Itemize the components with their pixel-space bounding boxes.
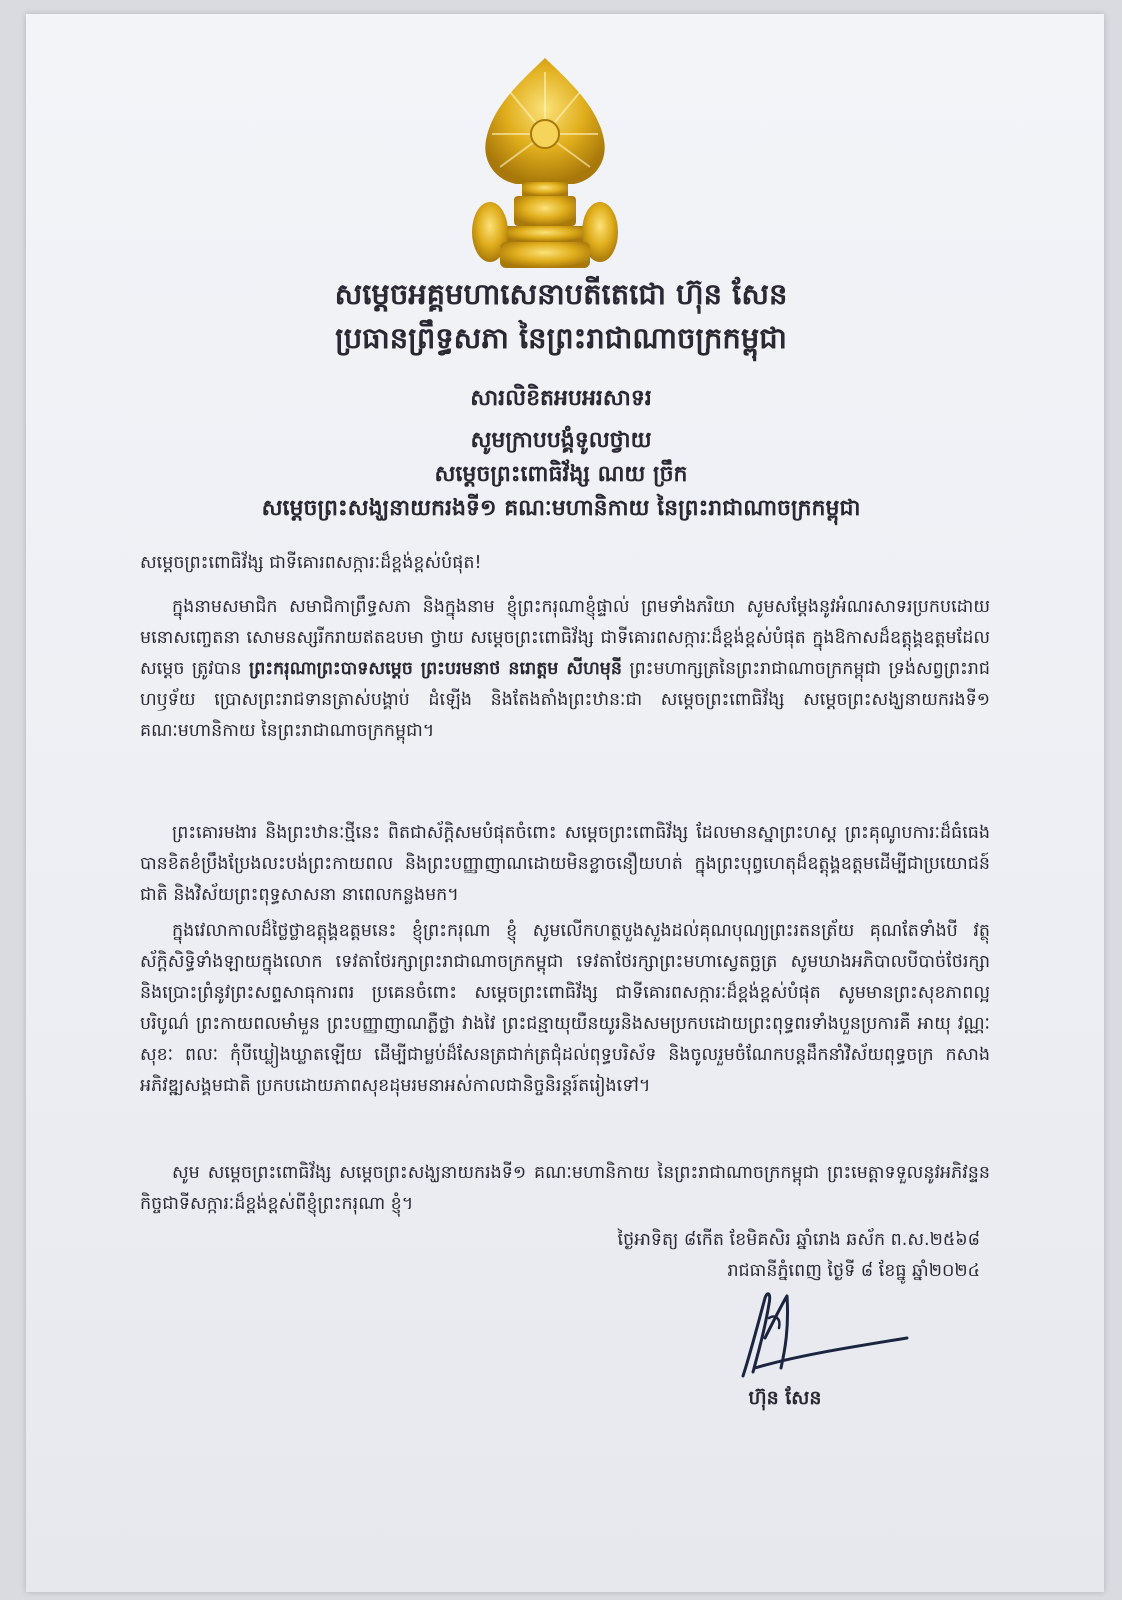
- paragraph-1-text-b: ព្រះមហាក្សត្រនៃព្រះរាជាណាចក្រកម្ពុជា ទ្រង់សព្វព្រះរាជហឫទ័យ ប្រោសព្រះរាជទានត្រាស់បង្គាប់ ដំឡើង និងតែងតាំងព្រះឋានៈជា សម្តេចព្រះពោធិវ័ង្ស សម្តេចព្រះសង្ឃនាយករងទី១ គណៈមហានិកាយ នៃព្រះរាជាណាចក្រកម្ពុជា។: [140, 659, 991, 741]
- signer-name: ហ៊ុន សែន: [748, 1387, 822, 1409]
- sender-title: [0, 272, 1122, 360]
- sender-name: សម្តេចអគ្គមហាសេនាបតីតេជោ ហ៊ុន សែន: [334, 277, 788, 311]
- paragraph-3: ក្នុងវេលាកាលដ៏ថ្លៃថ្លាឧត្តុង្គឧត្តមនេះ ខ្ញុំព្រះករុណា ខ្ញុំ សូមលើកហត្ថបួងសួងដល់គុណបុណ្យព្រះរតនត្រ័យ គុណតែទាំងបី វត្ថុស័ក្តិសិទ្ធិទាំងឡាយក្នុងលោក ទេវតាថែរក្សាព្រះរាជាណាចក្រកម្ពុជា ទេវតាថែរក្សាព្រះមហាស្វេតច្ឆត្រ សូមឃាងអភិបាលបីបាច់ថែរក្សា និងប្រោះព្រំនូវព្រះសព្ទសាធុការពរ ប្រគេនចំពោះ សម្តេចព្រះពោធិវ័ង្ស ជាទីគោរពសក្ការៈដ៏ខ្ពង់ខ្ពស់បំផុត សូមមានព្រះសុខភាពល្អបរិបូណ៌ ព្រះកាយពលមាំមួន ព្រះបញ្ញាញាណភ្លឺថ្លា វាងវៃ ព្រះជន្មាយុយឺនយូរនិងសមប្រកបដោយព្រះពុទ្ធពរទាំងបួនប្រការគឺ អាយុ វណ្ណៈ សុខៈ ពលៈ កុំបីឃ្លៀងឃ្លាតឡើយ ដើម្បីជាម្លប់ដ៏សែនត្រជាក់ត្រជុំដល់ពុទ្ធបរិស័ទ និងចូលរួមចំណែកបន្តដឹកនាំវិស័យពុទ្ធចក្រ កសាងអភិវឌ្ឍសង្គមជាតិ ប្រកបដោយភាពសុខដុមរមនាអស់កាលជានិច្ចនិរន្តរ៍តរៀងទៅ។: [140, 921, 990, 1096]
- paragraph-4: សូម សម្តេចព្រះពោធិវ័ង្ស សម្តេចព្រះសង្ឃនាយករងទី១ គណៈមហានិកាយ នៃព្រះរាជាណាចក្រកម្ពុជា ព្រះមេត្តាទទួលនូវអភិវន្ទនកិច្ចជាទីសក្ការៈដ៏ខ្ពង់ខ្ពស់ពីខ្ញុំព្រះករុណា ខ្ញុំ។: [140, 1163, 990, 1214]
- handwritten-signature: [735, 1288, 915, 1383]
- message-type: សារលិខិតអបអរសាទរ: [470, 386, 652, 411]
- date-solar: រាជធានីភ្នំពេញ ថ្ងៃទី ៨ ខែធ្នូ ឆ្នាំ២០២៤: [727, 1261, 980, 1281]
- paragraph-1: [140, 592, 990, 747]
- senate-emblem-icon: [470, 52, 620, 274]
- date-lunar: ថ្ងៃអាទិត្យ ៨កើត ខែមិគសិរ ឆ្នាំរោង ឆស័ក ព.ស.២៥៦៨: [617, 1230, 980, 1250]
- addressee-title: សម្តេចព្រះសង្ឃនាយករងទី១ គណៈមហានិកាយ នៃព្រះរាជាណាចក្រកម្ពុជា: [261, 496, 861, 521]
- king-name: ព្រះករុណាព្រះបាទសម្តេច ព្រះបរមនាថ នរោត្តម សីហមុនី: [249, 659, 622, 679]
- salutation: សម្តេចព្រះពោធិវ័ង្ស ជាទីគោរពសក្ការៈដ៏ខ្ពង់ខ្ពស់បំផុត!: [140, 553, 482, 573]
- addressee-name: សម្តេចព្រះពោធិវ័ង្ស ណយ ច្រឹក: [434, 462, 688, 487]
- sender-position: ប្រធានព្រឹទ្ធសភា នៃព្រះរាជាណាចក្រកម្ពុជា: [335, 321, 787, 355]
- paragraph-1-text-a: ក្នុងនាមសមាជិក សមាជិកាព្រឹទ្ធសភា និងក្នុងនាម ខ្ញុំព្រះករុណាខ្ញុំផ្ទាល់ ព្រមទាំងភរិយា សូមសម្តែងនូវអំណរសាទរប្រកបដោយមនោសញ្ចេតនា សោមនស្សរីករាយឥតឧបមា ថ្វាយ សម្តេចព្រះពោធិវ័ង្ស ជាទីគោរពសក្ការៈដ៏ខ្ពង់ខ្ពស់បំផុត ក្នុងឱកាសដ៏ឧត្តុង្គឧត្តមដែល សម្តេច ត្រូវបាន: [140, 597, 990, 679]
- paragraph-2: ព្រះគោរមងារ និងព្រះឋានៈថ្មីនេះ ពិតជាស័ក្តិសមបំផុតចំពោះ សម្តេចព្រះពោធិវ័ង្ស ដែលមានស្នាព្រះហស្ត ព្រះគុណូបការៈដ៏ធំធេង បានខិតខំប្រឹងប្រែងលះបង់ព្រះកាយពល និងព្រះបញ្ញាញាណដោយមិនខ្លាចនឿយហត់ ក្នុងព្រះបុព្វហេតុដ៏ឧត្តុង្គឧត្តមដើម្បីជាប្រយោជន៍ជាតិ និងវិស័យព្រះពុទ្ធសាសនា នាពេលកន្លងមក។: [140, 823, 990, 905]
- addressee-block: [0, 424, 1122, 526]
- addressee-greeting: សូមក្រាបបង្គំទូលថ្វាយ: [470, 428, 652, 453]
